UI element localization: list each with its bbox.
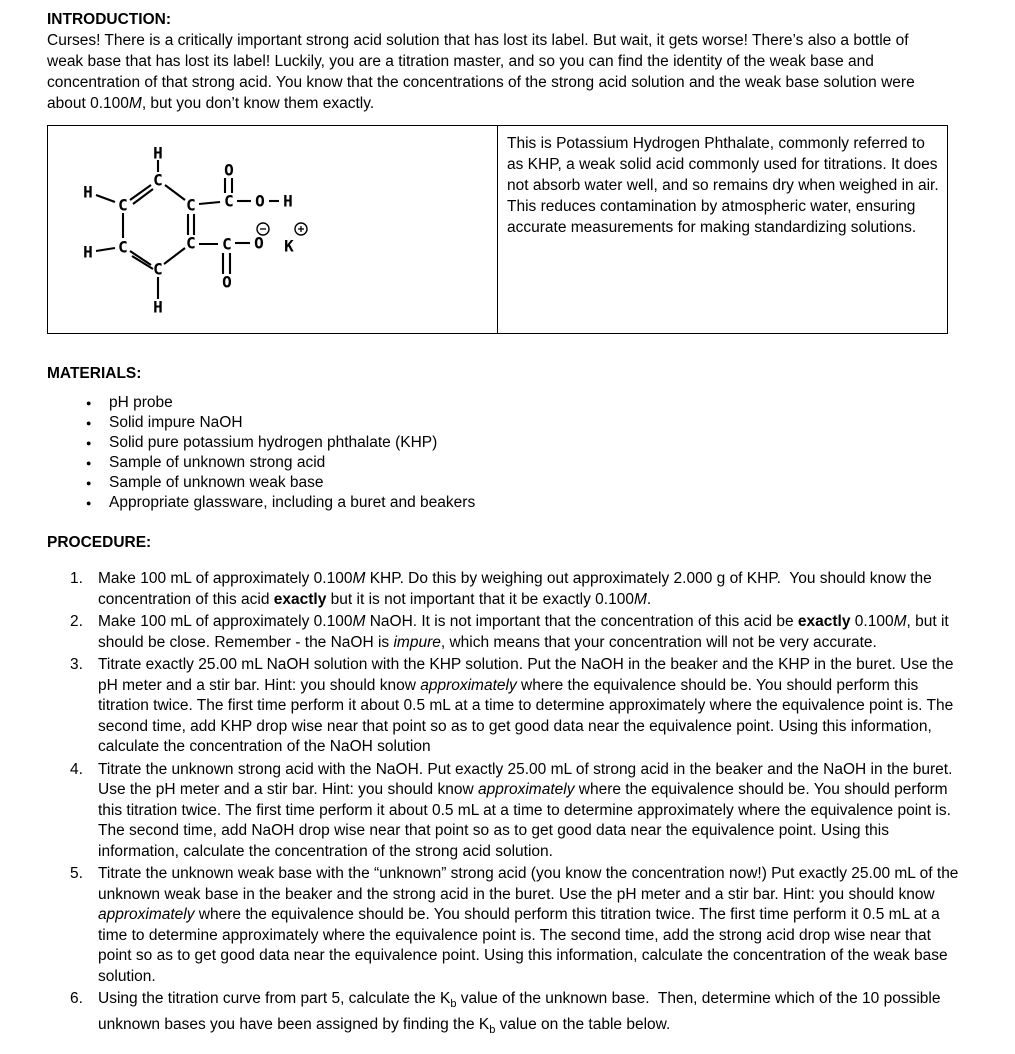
svg-text:C: C	[153, 170, 163, 190]
step-text: Make 100 mL of approximately 0.100M NaOH. It is not important that the concentration of this acid be exactly 0.100M, but it should be close. Remember - the NaOH is impure, which means that your concentration will not be very accurate.	[98, 613, 954, 651]
intro-paragraph: Curses! There is a critically important strong acid solution that has lost its label. But wait, it gets worse! There’s also a bottle of weak base that has lost its label! Luckily, you are a titration master, and so you can find the identity of the weak base and concentration of that strong acid. You know that the concentrations of the strong acid solution and the weak base solution were about 0.100M, but you don’t know them exactly.	[47, 32, 920, 112]
bullet-icon: ●	[86, 398, 92, 408]
materials-item	[47, 433, 967, 453]
materials-item-label: Solid pure potassium hydrogen phthalate (KHP)	[109, 434, 438, 451]
step-text: Titrate exactly 25.00 mL NaOH solution with the KHP solution. Put the NaOH in the beaker and the KHP in the buret. Use the pH meter and a stir bar. Hint: you should know approximately where the equivalence should be. You should perform this titration twice. The first time perform it about 0.5 mL at a time to determine approximately where the equivalence point is. The second time, add KHP drop wise near that point so as to get good data near the equivalence point. Using this information, calculate the concentration of the NaOH solution	[98, 656, 958, 755]
step-number: 5.	[70, 865, 83, 882]
svg-text:O: O	[254, 233, 264, 253]
khp-caption-cell	[498, 126, 948, 334]
svg-text:C: C	[186, 195, 196, 215]
svg-text:O: O	[224, 160, 234, 180]
materials-item	[47, 473, 967, 493]
step-text: Using the titration curve from part 5, calculate the $K_b$ value of the unknown base. Then, determine which of the 10 possible unknown bases you have been assigned by finding the $K_b$ value on the table below.	[98, 990, 945, 1036]
step-text: Titrate the unknown weak base with the “unknown” strong acid (you know the concentration now!) Put exactly 25.00 mL of the unknown weak base in the beaker and the strong acid in the buret. Use the pH meter and a stir bar. Hint: you should know approximately where the equivalence should be. You should perform this titration twice. The first time perform it 0.5 mL at a time to determine approximately where the equivalence point is. The second time, add the strong acid drop wise near that point so as to get good data near the equivalence point. Using this information, calculate the concentration of the weak base solution.	[98, 865, 963, 985]
materials-item	[47, 393, 967, 413]
khp-structure-figure	[48, 126, 497, 328]
procedure-step	[47, 612, 967, 653]
svg-text:O: O	[255, 191, 265, 211]
step-number: 3.	[70, 656, 83, 673]
intro-heading: INTRODUCTION:	[47, 11, 171, 28]
svg-text:H: H	[153, 297, 163, 317]
materials-item	[47, 453, 967, 473]
materials-item-label: Appropriate glassware, including a buret and beakers	[109, 494, 476, 511]
procedure-heading: PROCEDURE:	[47, 534, 152, 551]
procedure-step	[47, 864, 967, 987]
khp-structure-cell	[48, 126, 498, 334]
materials-item-label: Sample of unknown strong acid	[109, 454, 326, 471]
step-text: Titrate the unknown strong acid with the NaOH. Put exactly 25.00 mL of strong acid in the beaker and the NaOH in the buret. Use the pH meter and a stir bar. Hint: you should know approximately where the equivalence should be. You should perform this titration twice. The first time perform it about 0.5 mL at a time to determine approximately where the equivalence point is. The second time, add NaOH drop wise near that point so as to get good data near the equivalence point. Using this information, calculate the concentration of the strong acid solution.	[98, 760, 957, 860]
svg-text:C: C	[118, 237, 128, 257]
procedure-step	[47, 760, 967, 863]
svg-text:H: H	[283, 191, 293, 211]
bullet-icon: ●	[86, 498, 92, 508]
step-text: Make 100 mL of approximately 0.100M KHP. Do this by weighing out approximately 2.000 g of KHP. You should know the concentration of this acid exactly but it is not important that it be exactly 0.100M.	[98, 570, 937, 608]
materials-item	[47, 413, 967, 433]
materials-item-label: pH probe	[109, 394, 173, 411]
materials-item-label: Sample of unknown weak base	[109, 474, 324, 491]
bullet-icon: ●	[86, 418, 92, 428]
procedure-step	[47, 655, 967, 758]
step-number: 6.	[70, 990, 83, 1007]
materials-list	[47, 393, 967, 513]
svg-text:C: C	[118, 195, 128, 215]
procedure-step	[47, 569, 967, 610]
svg-text:H: H	[153, 143, 163, 163]
svg-text:O: O	[222, 272, 232, 292]
khp-caption-text: This is Potassium Hydrogen Phthalate, commonly referred to as KHP, a weak solid acid commonly used for titrations. It does not absorb water well, and so remains dry when weighed in air. This reduces contamination by atmospheric water, ensuring accurate measurements for making standardizing solutions.	[507, 135, 939, 236]
bullet-icon: ●	[86, 478, 92, 488]
step-number: 1.	[70, 570, 83, 587]
procedure-step	[47, 989, 967, 1040]
khp-figure-row	[48, 126, 948, 334]
svg-text:C: C	[222, 234, 232, 254]
svg-text:C: C	[153, 259, 163, 279]
materials-heading: MATERIALS:	[47, 365, 142, 382]
step-number: 4.	[70, 760, 83, 778]
svg-text:K: K	[284, 236, 294, 256]
step-number: 2.	[70, 613, 83, 630]
svg-text:H: H	[83, 182, 93, 202]
materials-item-label: Solid impure NaOH	[109, 414, 243, 431]
procedure-list	[47, 569, 967, 1040]
bullet-icon: ●	[86, 438, 92, 448]
bullet-icon: ●	[86, 458, 92, 468]
svg-text:C: C	[224, 191, 234, 211]
khp-figure-table	[47, 125, 948, 334]
svg-text:H: H	[83, 242, 93, 262]
svg-text:C: C	[186, 233, 196, 253]
materials-item	[47, 493, 967, 513]
